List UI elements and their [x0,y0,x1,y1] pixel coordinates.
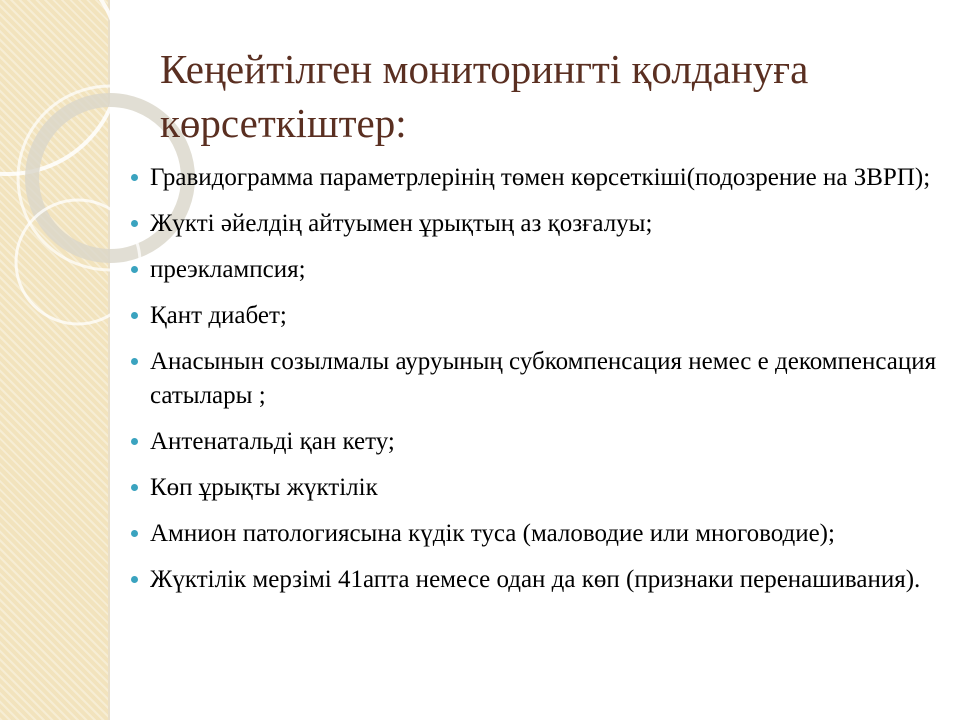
bullet-item [150,207,940,241]
bullet-item [150,253,940,287]
bullet-text: Жүктілік мерзімі 41апта немесе одан да көп (признаки перенашивания). [150,566,921,593]
bullet-item [150,517,940,551]
bullet-text: Анасынын созылмалы ауруының субкомпенсация немес е декомпенсация сатылары ; [150,348,937,409]
bullet-text: Жүкті әйелдің айтуымен ұрықтың аз қозғалуы; [150,210,653,237]
bullet-text: Гравидограмма параметрлерінің төмен көрсеткіші(подозрение на ЗВРП); [150,164,931,191]
bullet-dot-icon [131,266,138,273]
bullet-text: преэклампсия; [150,256,306,283]
bullet-item [150,161,940,195]
bullet-dot-icon [131,530,138,537]
bullet-item [150,563,940,597]
bullet-dot-icon [131,484,138,491]
bullet-text: Антенатальді қан кету; [150,428,395,455]
bullet-dot-icon [131,438,138,445]
bullet-dot-icon [131,312,138,319]
slide-title: Кеңейтілген мониторингті қолдануға көрсеткіштер: [160,46,809,146]
bullet-dot-icon [131,220,138,227]
bullet-dot-icon [131,358,138,365]
bullet-item [150,299,940,333]
bullet-dot-icon [131,174,138,181]
bullet-item [150,425,940,459]
bullet-item [150,345,940,413]
bullet-text: Қант диабет; [150,302,287,329]
bullet-text: Көп ұрықты жүктілік [150,474,378,501]
bullet-list [150,161,940,609]
bullet-text: Амнион патологиясына күдік туса (маловодие или многоводие); [150,520,835,547]
bullet-item [150,471,940,505]
bullet-dot-icon [131,576,138,583]
